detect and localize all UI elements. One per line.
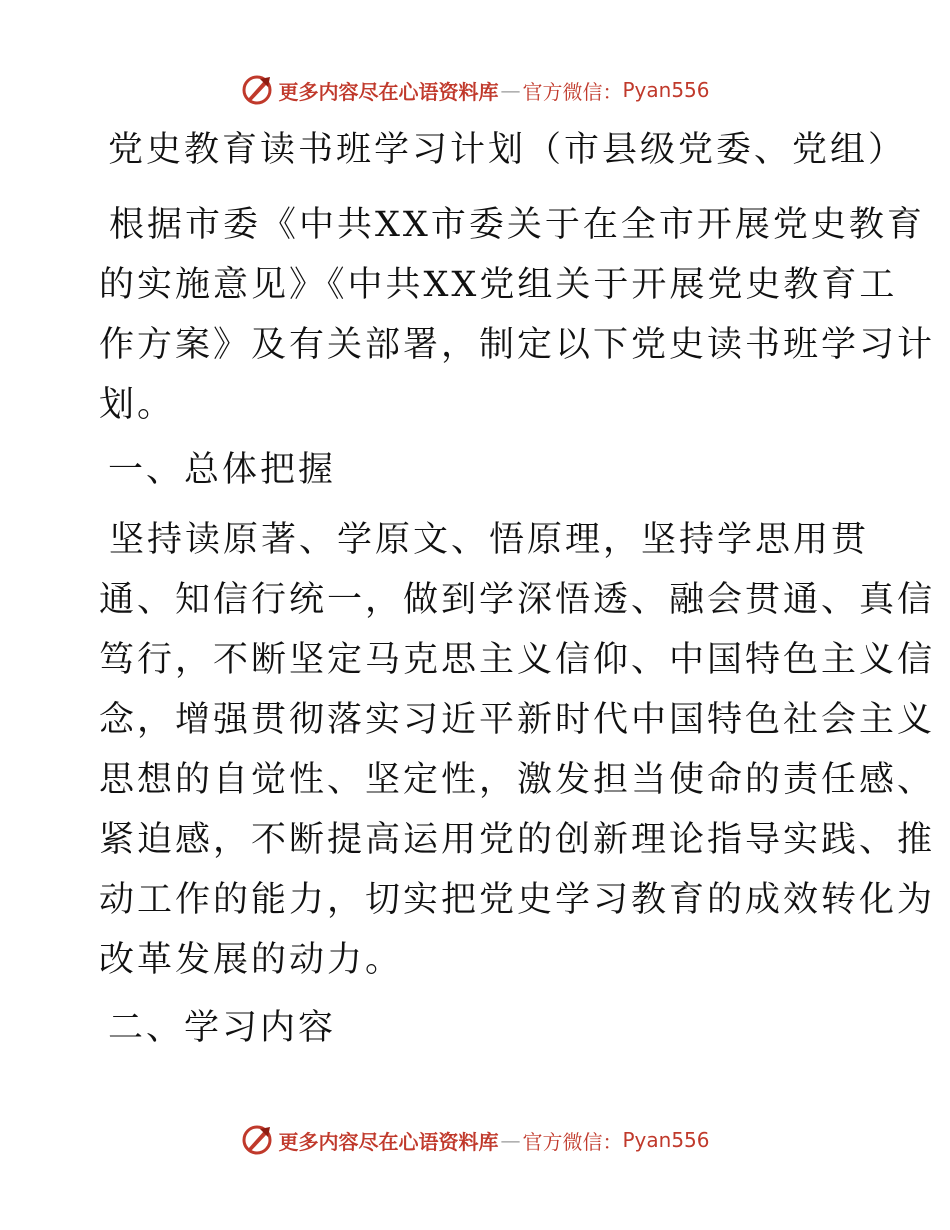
paragraph-line: 划。 (99, 385, 176, 425)
watermark-wechat-id: Pyan556 (622, 1128, 710, 1152)
intro-paragraph (99, 195, 936, 435)
paragraph-line: 动工作的能力，切实把党史学习教育的成效转化为 (99, 880, 936, 920)
section-heading-1: 一、总体把握 (108, 450, 337, 490)
quill-logo-icon (240, 1123, 274, 1157)
watermark-label: 官方微信： (522, 79, 623, 104)
paragraph-line: 的实施意见》《中共XX党组关于开展党史教育工 (99, 265, 898, 305)
paragraph-line: 作方案》及有关部署，制定以下党史读书班学习计 (99, 325, 936, 365)
watermark-dash: — (500, 78, 521, 102)
watermark-text: 更多内容尽在心语资料库 (278, 79, 499, 104)
document-title: 党史教育读书班学习计划（市县级党委、党组） (108, 130, 907, 170)
header-watermark (0, 70, 950, 110)
paragraph-line: 念，增强贯彻落实习近平新时代中国特色社会主义 (99, 700, 936, 740)
paragraph-line: 根据市委《中共XX市委关于在全市开展党史教育 (109, 205, 925, 245)
quill-logo-icon (240, 73, 274, 107)
watermark-label: 官方微信： (522, 1129, 623, 1154)
section-heading-2: 二、学习内容 (108, 1008, 337, 1048)
paragraph-line: 紧迫感，不断提高运用党的创新理论指导实践、推 (99, 820, 936, 860)
footer-watermark (0, 1120, 950, 1160)
watermark-text: 更多内容尽在心语资料库 (278, 1129, 499, 1154)
paragraph-line: 坚持读原著、学原文、悟原理，坚持学思用贯 (109, 520, 870, 560)
paragraph-line: 思想的自觉性、坚定性，激发担当使命的责任感、 (99, 760, 936, 800)
section1-paragraph (99, 510, 936, 990)
paragraph-line: 笃行，不断坚定马克思主义信仰、中国特色主义信 (99, 640, 936, 680)
watermark-dash: — (500, 1128, 521, 1152)
paragraph-line: 通、知信行统一，做到学深悟透、融会贯通、真信 (99, 580, 936, 620)
watermark-wechat-id: Pyan556 (622, 78, 710, 102)
paragraph-line: 改革发展的动力。 (99, 940, 404, 980)
